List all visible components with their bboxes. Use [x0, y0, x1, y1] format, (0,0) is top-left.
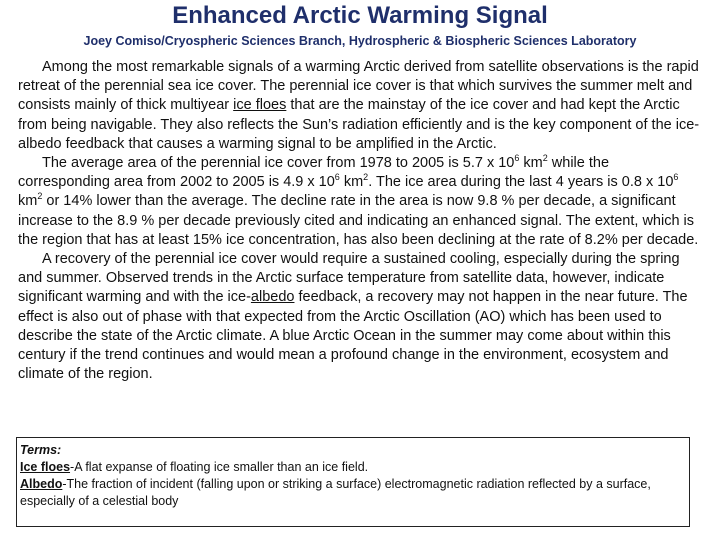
exponent-2: 2 — [363, 172, 369, 183]
paragraph-1 — [18, 58, 702, 154]
paragraph-3-text-a: A recovery of the perennial ice cover would require a sustained cooling, especially during the spring and summer. Observed trends in the Arctic surface temperature from satellite data, however, indicate significant warming and with the ice- — [18, 251, 680, 306]
paragraph-2-text-b: km — [519, 155, 543, 172]
paragraph-2 — [18, 154, 702, 250]
paragraph-1-text-b: that are the mainstay of the ice cover and had kept the Arctic from being navigable. They also reflects the Sun’s radiation efficiently and is the key component of the ice-albedo feedback that causes a warming signal to be amplified in the Arctic. — [18, 97, 700, 152]
paragraph-2-text-e: . The ice area during the last 4 years is 0.8 x 10 — [368, 174, 674, 191]
paragraph-2-text-c: while the corresponding area from 2002 to 2005 is 4.9 x 10 — [18, 155, 610, 191]
paragraph-2-text-f: km — [18, 193, 38, 210]
exponent-6: 6 — [514, 153, 520, 164]
author-line: Joey Comiso/Cryospheric Sciences Branch, Hydrospheric & Biospheric Sciences Laboratory — [83, 34, 637, 48]
albedo-link[interactable]: albedo — [250, 289, 295, 306]
terms-box — [16, 437, 690, 527]
term-name[interactable]: Ice floes — [20, 460, 71, 474]
term-entry — [20, 459, 685, 476]
term-definition: -A flat expanse of floating ice smaller than an ice field. — [70, 460, 369, 474]
ice-floes-link[interactable]: ice floes — [233, 97, 287, 114]
paragraph-2-text-a: The average area of the perennial ice cover from 1978 to 2005 is 5.7 x 10 — [42, 155, 515, 172]
paragraph-3-text-b: feedback, a recovery may not happen in the near future. The effect is also out of phase with that expected from the Arctic Oscillation (AO) which has been used to describe the state of the Arctic climate. A blue Arctic Ocean in the summer may come about within this century if the trend continues and would mean a profound change in the environment, ecosystem and climate of the region. — [18, 289, 688, 383]
exponent-6: 6 — [673, 172, 679, 183]
exponent-2: 2 — [37, 191, 43, 202]
article-body — [18, 58, 702, 384]
paragraph-1-text-a: Among the most remarkable signals of a warming Arctic derived from satellite observations is the rapid retreat of the perennial sea ice cover. The perennial ice cover is that which survives the summer melt and consists mainly of thick multiyear — [18, 59, 699, 114]
page-title: Enhanced Arctic Warming Signal — [172, 2, 548, 29]
paragraph-2-text-g: or 14% lower than the average. The decline rate in the area is now 9.8 % per decade, a significant increase to the 8.9 % per decade previously cited and indicating an enhanced signal. The extent, which is the region that has at least 15% ice concentration, has also been declining at the rate of 8.2% per decade. — [18, 193, 699, 248]
exponent-2: 2 — [542, 153, 548, 164]
paragraph-3 — [18, 250, 702, 384]
term-definition: -The fraction of incident (falling upon or striking a surface) electromagnetic radiation reflected by a surface, especially of a celestial body — [20, 477, 651, 508]
paragraph-2-text-d: km — [339, 174, 364, 191]
term-entry — [20, 476, 685, 510]
terms-heading: Terms: — [20, 443, 62, 457]
term-name[interactable]: Albedo — [20, 477, 63, 491]
exponent-6: 6 — [334, 172, 340, 183]
